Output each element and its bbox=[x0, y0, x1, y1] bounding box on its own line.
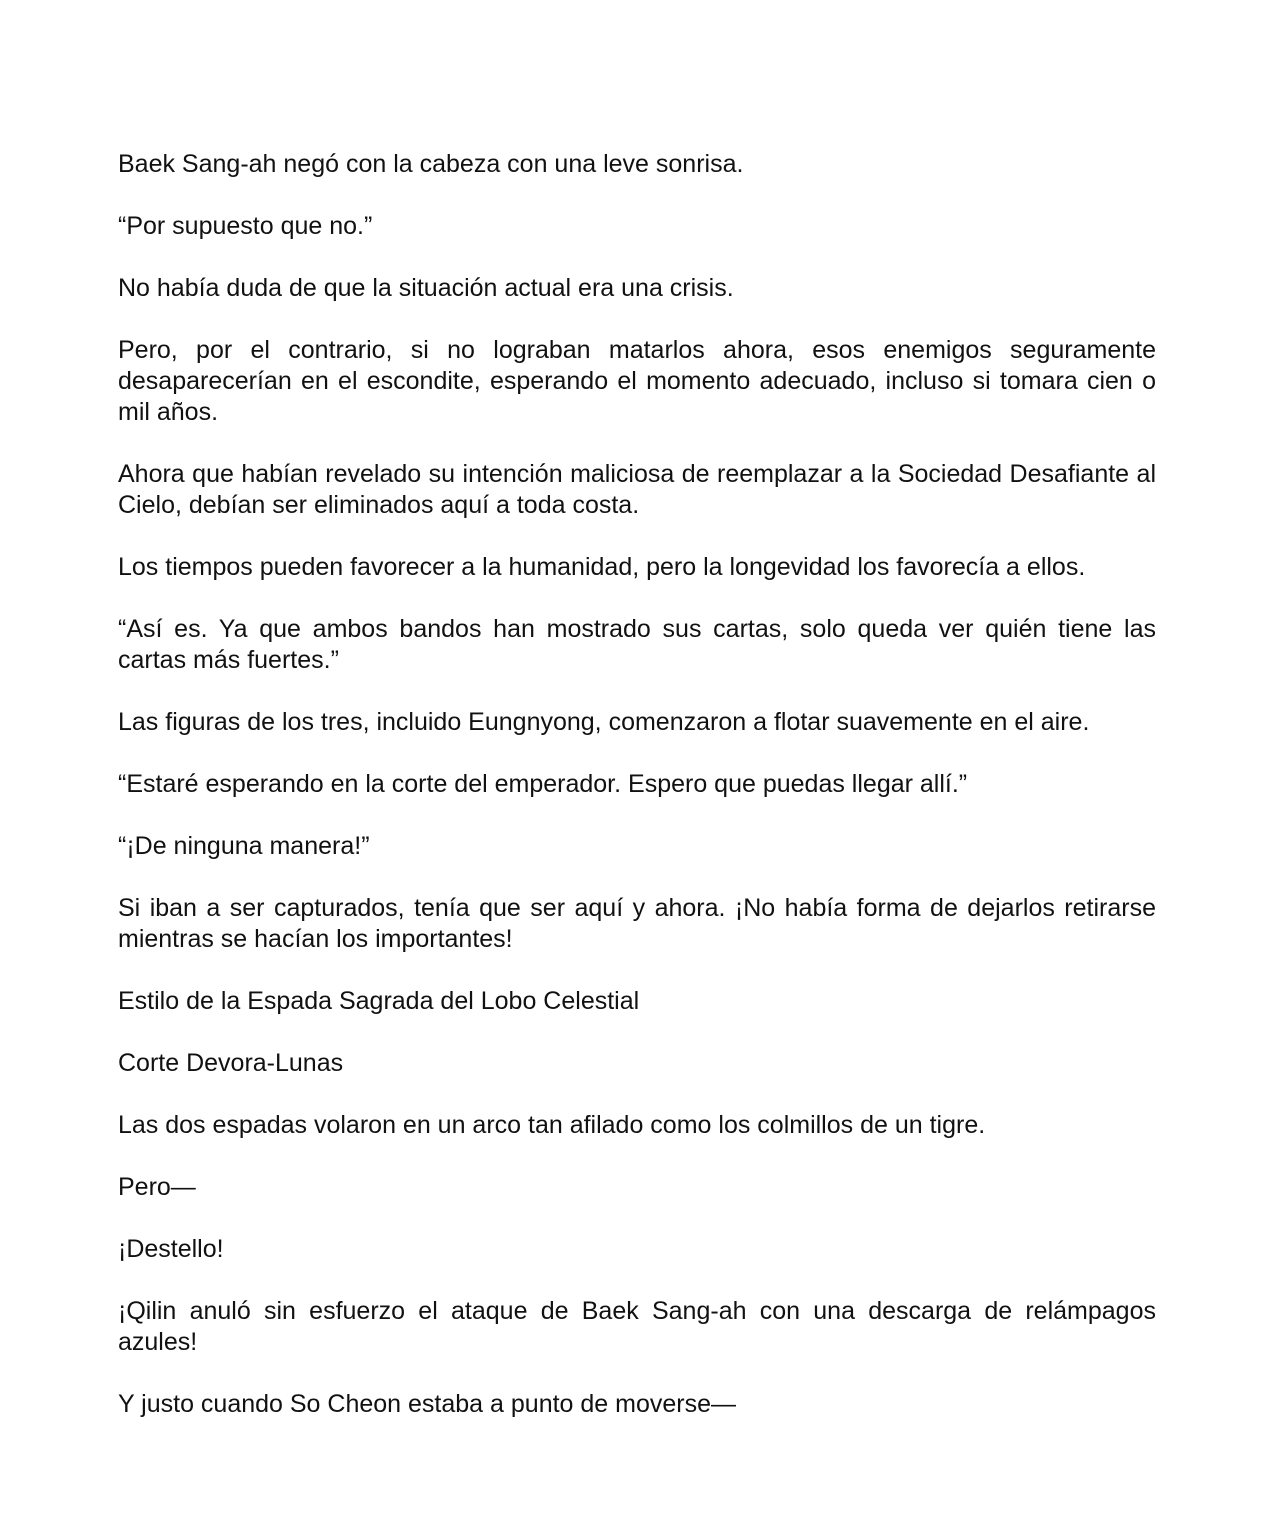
paragraph: “Así es. Ya que ambos bandos han mostrado sus cartas, solo queda ver quién tiene las cartas más fuertes.” bbox=[118, 615, 1156, 674]
paragraph: Los tiempos pueden favorecer a la humanidad, pero la longevidad los favorecía a ellos. bbox=[118, 553, 1086, 581]
paragraph: Estilo de la Espada Sagrada del Lobo Celestial bbox=[118, 987, 640, 1015]
paragraph: “¡De ninguna manera!” bbox=[118, 832, 370, 860]
paragraph: Las dos espadas volaron en un arco tan afilado como los colmillos de un tigre. bbox=[118, 1111, 986, 1139]
paragraph: Baek Sang-ah negó con la cabeza con una leve sonrisa. bbox=[118, 150, 744, 178]
paragraph: “Por supuesto que no.” bbox=[118, 212, 373, 240]
document-body bbox=[118, 149, 1156, 1451]
paragraph: ¡Qilin anuló sin esfuerzo el ataque de Baek Sang-ah con una descarga de relámpagos azules! bbox=[118, 1297, 1156, 1356]
paragraph: Corte Devora-Lunas bbox=[118, 1049, 344, 1077]
paragraph: No había duda de que la situación actual era una crisis. bbox=[118, 274, 734, 302]
paragraph: Pero, por el contrario, si no lograban matarlos ahora, esos enemigos seguramente desaparecerían en el escondite, esperando el momento adecuado, incluso si tomara cien o mil años. bbox=[118, 336, 1156, 426]
paragraph: Si iban a ser capturados, tenía que ser aquí y ahora. ¡No había forma de dejarlos retirarse mientras se hacían los importantes! bbox=[118, 894, 1156, 953]
paragraph: Pero— bbox=[118, 1173, 196, 1201]
paragraph: Y justo cuando So Cheon estaba a punto de moverse— bbox=[118, 1390, 737, 1418]
paragraph: “Estaré esperando en la corte del emperador. Espero que puedas llegar allí.” bbox=[118, 770, 968, 798]
paragraph: Ahora que habían revelado su intención maliciosa de reemplazar a la Sociedad Desafiante al Cielo, debían ser eliminados aquí a toda costa. bbox=[118, 460, 1156, 519]
paragraph: ¡Destello! bbox=[118, 1235, 224, 1263]
paragraph: Las figuras de los tres, incluido Eungnyong, comenzaron a flotar suavemente en el aire. bbox=[118, 708, 1090, 736]
